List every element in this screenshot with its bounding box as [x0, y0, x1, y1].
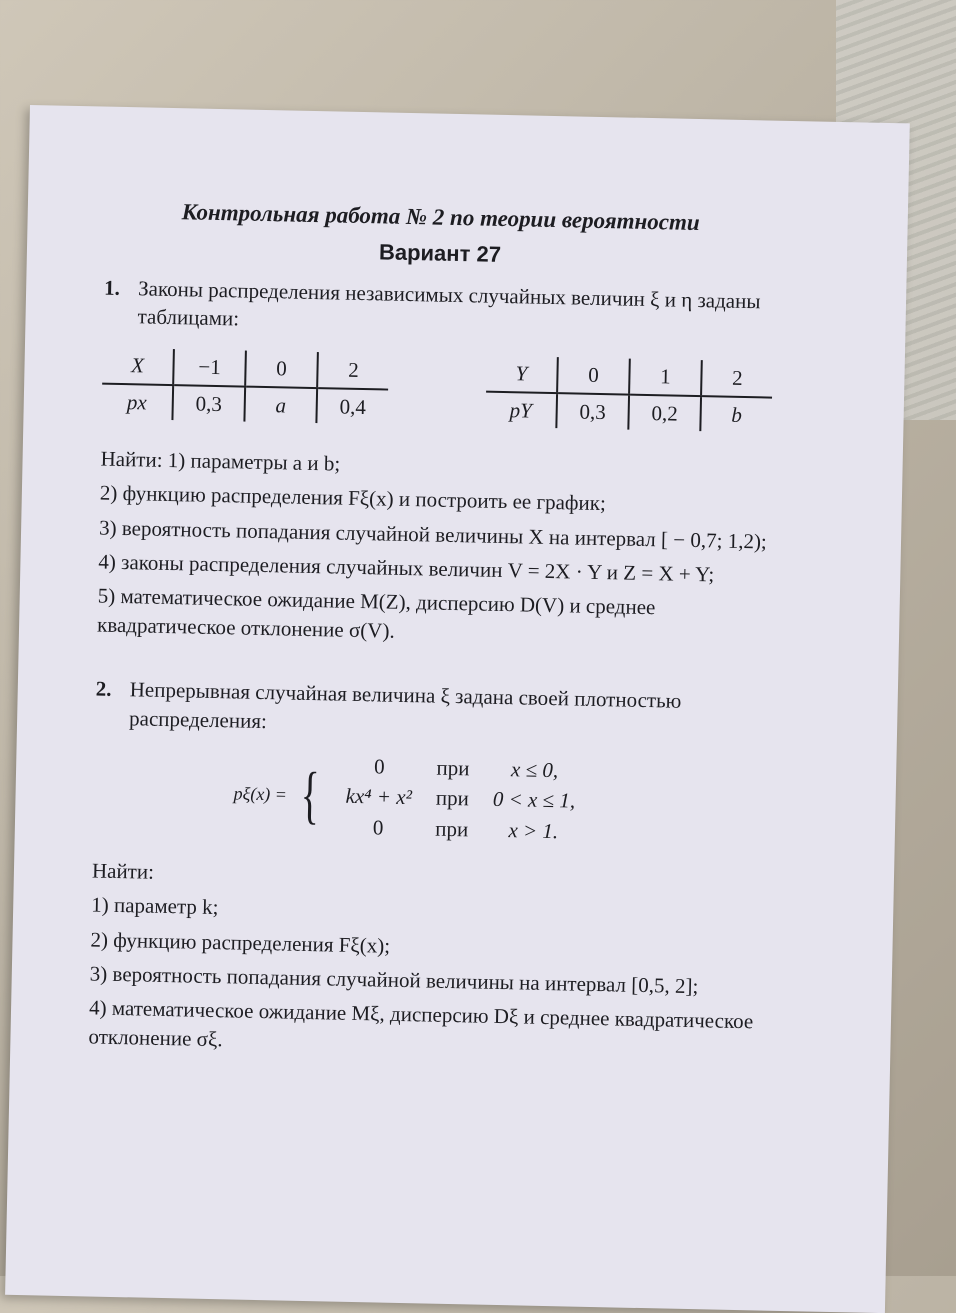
task-2-number: 2. — [95, 676, 112, 702]
document-title: Контрольная работа № 2 по теории вероятности — [181, 199, 700, 236]
table-x-header-cell: 2 — [317, 353, 389, 390]
brace-icon: { — [300, 759, 321, 831]
task-1-intro: Законы распределения независимых случайных величин ξ и η заданы таблицами: — [137, 276, 761, 331]
document-content — [88, 195, 776, 1071]
table-y-header-cell: 0 — [557, 358, 630, 395]
case-expr: kx⁴ + x² — [345, 783, 413, 810]
task-2-intro: Непрерывная случайная величина ξ задана своей плотностью распределения: — [128, 677, 682, 733]
task-1-item: 3) вероятность попадания случайной величины X на интервал [ − 0,7; 1,2); — [98, 515, 768, 554]
table-y-prob-cell: 0,3 — [556, 393, 629, 430]
case-word: при — [436, 755, 470, 781]
task-2-item: 3) вероятность попадания случайной величины на интервал [0,5, 2]; — [89, 961, 699, 999]
table-x — [101, 348, 388, 425]
table-x-header-cell: −1 — [173, 349, 246, 386]
task-1 — [103, 273, 774, 344]
task-2 — [95, 675, 766, 746]
paper-sheet — [5, 105, 910, 1313]
task-2-item: 1) параметр k; — [91, 892, 219, 920]
task-1-item: Найти: 1) параметры a и b; — [100, 446, 341, 476]
table-y-header-cell: 1 — [629, 359, 702, 396]
table-y-header-cell: 2 — [701, 361, 773, 398]
density-function — [233, 748, 765, 850]
task-2-item: Найти: — [91, 858, 155, 884]
case-condition: 0 < x ≤ 1, — [492, 787, 576, 813]
case-expr: 0 — [372, 814, 384, 840]
table-y-prob-cell: b — [700, 396, 772, 433]
table-x-prob-cell: a — [244, 386, 317, 423]
case-expr: 0 — [373, 754, 385, 779]
task-1-item: 5) математическое ожидание M(Z), дисперсию D(V) и среднее квадратическое отклонение σ(V). — [96, 584, 656, 643]
table-y-prob-cell: 0,2 — [628, 394, 701, 431]
case-condition: x > 1. — [508, 817, 559, 843]
table-y — [485, 356, 772, 433]
table-x-header-cell: X — [102, 348, 174, 385]
table-x-prob-cell: 0,3 — [172, 385, 245, 422]
table-x-prob-cell: px — [126, 389, 147, 415]
task-2-item: 2) функцию распределения Fξ(x); — [90, 927, 391, 958]
task-1-item: 4) законы распределения случайных величин V = 2X · Y и Z = X + Y; — [98, 549, 715, 587]
task-1-number: 1. — [103, 275, 121, 300]
task-2-items — [88, 856, 762, 1064]
case-word: при — [435, 785, 470, 811]
table-y-prob-cell: pY — [509, 397, 533, 423]
case-word: при — [434, 816, 469, 841]
table-x-prob-cell: 0,4 — [316, 388, 388, 425]
distribution-tables — [101, 348, 772, 433]
density-lhs: pξ(x) = — [233, 783, 288, 805]
task-1-items — [97, 445, 771, 653]
task-2-item: 4) математическое ожидание Mξ, дисперсию Dξ и среднее квадратическое отклонение σξ. — [88, 995, 754, 1051]
table-y-header-cell: Y — [486, 356, 558, 393]
case-condition: x ≤ 0, — [510, 757, 559, 783]
density-cases — [333, 750, 588, 846]
table-x-header-cell: 0 — [245, 351, 318, 388]
task-1-item: 2) функцию распределения Fξ(x) и построить ее график; — [99, 481, 607, 516]
variant-label: Вариант 27 — [378, 239, 502, 267]
